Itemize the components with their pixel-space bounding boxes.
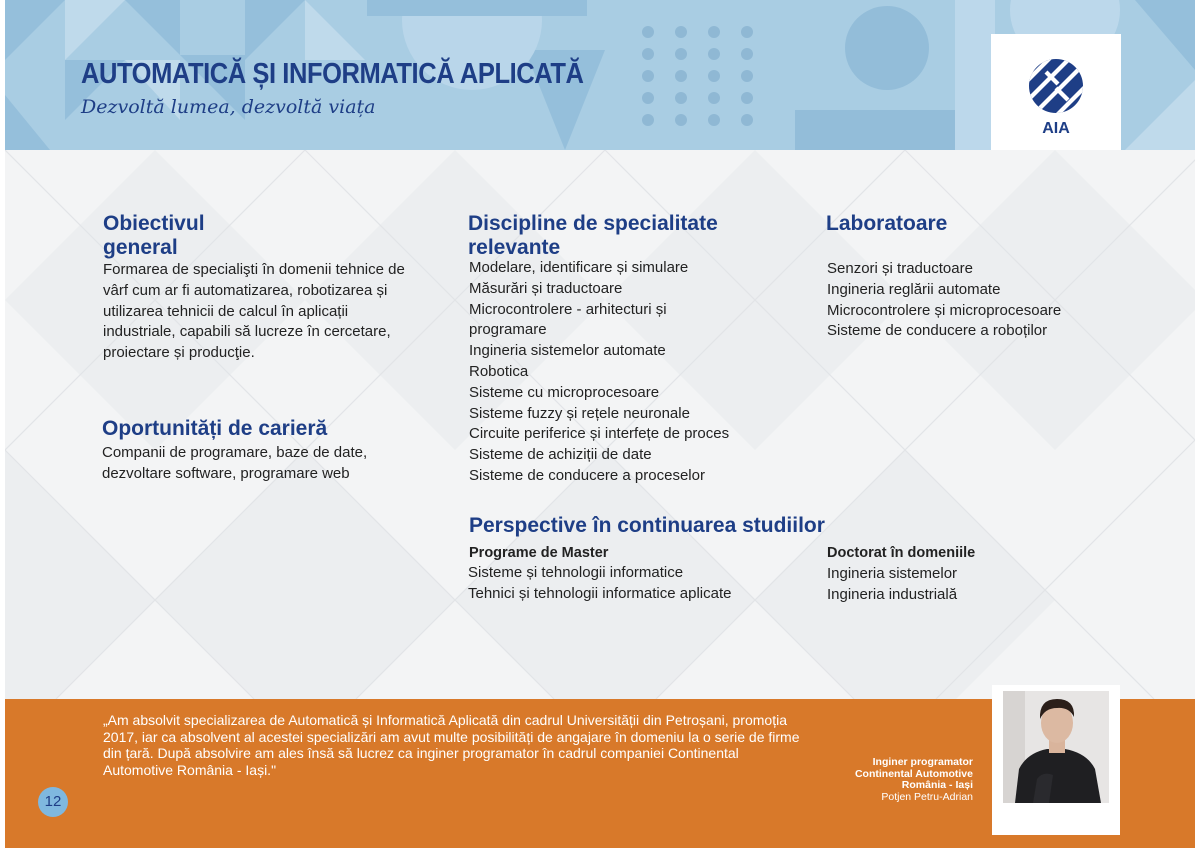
list-item: Sisteme și tehnologii informatice xyxy=(468,564,684,581)
list-item: Sisteme cu microprocesoare xyxy=(469,383,660,401)
list-item: Robotica xyxy=(469,362,529,380)
list-item: Ingineria reglării automate xyxy=(827,280,1001,298)
role-line-2: Continental Automotive xyxy=(854,767,973,780)
list-item: Măsurări și traductoare xyxy=(469,279,623,297)
objectiv-text: Formarea de specialişti în domenii tehnice de vârf cum ar fi automatizarea, robotizarea și utilizarea tehnicii de calcul în aplicații industriale, capabili să lucreze în cercetare, proiectare și producţie. xyxy=(103,261,405,362)
master-list xyxy=(468,563,798,605)
objectiv-heading-line2: general xyxy=(103,236,178,259)
list-item: Circuite periferice și interfețe de proces xyxy=(469,425,730,443)
testimonial-band xyxy=(5,699,1195,848)
master-heading: Programe de Master xyxy=(469,545,609,561)
oportunitati-text: Companii de programare, baze de date, dezvoltare software, programare web xyxy=(102,444,368,482)
objectiv-heading-line1: Obiectivul xyxy=(103,212,205,235)
discipline-heading-line1: Discipline de specialitate xyxy=(468,212,718,235)
discipline-list xyxy=(469,258,789,487)
laboratoare-heading: Laboratoare xyxy=(826,212,948,235)
perspective-heading: Perspective în continuarea studiilor xyxy=(469,514,825,537)
brochure-page xyxy=(5,0,1195,848)
list-item: programare xyxy=(469,321,547,339)
list-item: Microcontrolere și microprocesoare xyxy=(827,301,1062,319)
doctorat-list xyxy=(827,564,1127,606)
list-item: Sisteme de conducere a proceselor xyxy=(469,466,705,484)
list-item: Sisteme fuzzy și rețele neuronale xyxy=(469,404,690,422)
discipline-heading xyxy=(468,212,718,260)
list-item: Senzori și traductoare xyxy=(827,260,973,277)
doctorat-heading: Doctorat în domeniile xyxy=(827,545,976,561)
person-portrait-icon xyxy=(1003,691,1109,803)
list-item: Tehnici și tehnologii informatice aplicate xyxy=(468,584,732,602)
header-band xyxy=(5,0,1195,150)
list-item: Ingineria sistemelor xyxy=(827,565,958,582)
testimonial-signature xyxy=(825,757,973,803)
logo-box xyxy=(991,34,1121,150)
page-subtitle: Dezvoltă lumea, dezvoltă viața xyxy=(81,96,376,118)
page-number-badge: 12 xyxy=(38,787,68,817)
objectiv-heading xyxy=(103,212,205,260)
list-item: Microcontrolere - arhitecturi și xyxy=(469,300,667,318)
list-item: Sisteme de achiziții de date xyxy=(469,446,652,464)
graduate-name: Potjen Petru-Adrian xyxy=(881,790,973,803)
page-title: AUTOMATICĂ ȘI INFORMATICĂ APLICATĂ xyxy=(81,58,584,90)
aia-logo-icon xyxy=(1028,58,1084,114)
testimonial-quote: „Am absolvit specializarea de Automatică și Informatică Aplicată din cadrul Universității din Petroșani, promoția 2017, iar ca absolvent al acestei specializări am avut multe posibilități de angajare în domeniu la o serie de firme din țară. După absolvire am ales însă să lucrez ca inginer programator în cadrul companiei Continental Automotive România - Iași." xyxy=(103,712,800,778)
oportunitati-heading: Oportunități de carieră xyxy=(102,417,328,440)
logo-text: AIA xyxy=(1042,120,1070,137)
list-item: Sisteme de conducere a roboților xyxy=(827,322,1048,340)
discipline-heading-line2: relevante xyxy=(468,236,561,259)
role-line-1: Inginer programator xyxy=(872,756,973,768)
laboratoare-list xyxy=(827,259,1127,342)
graduate-photo xyxy=(992,685,1120,835)
role-line-3: România - Iași xyxy=(901,779,973,791)
content-area xyxy=(5,150,1195,699)
list-item: Ingineria sistemelor automate xyxy=(469,342,666,360)
list-item: Ingineria industrială xyxy=(827,585,958,603)
list-item: Modelare, identificare și simulare xyxy=(469,259,689,276)
